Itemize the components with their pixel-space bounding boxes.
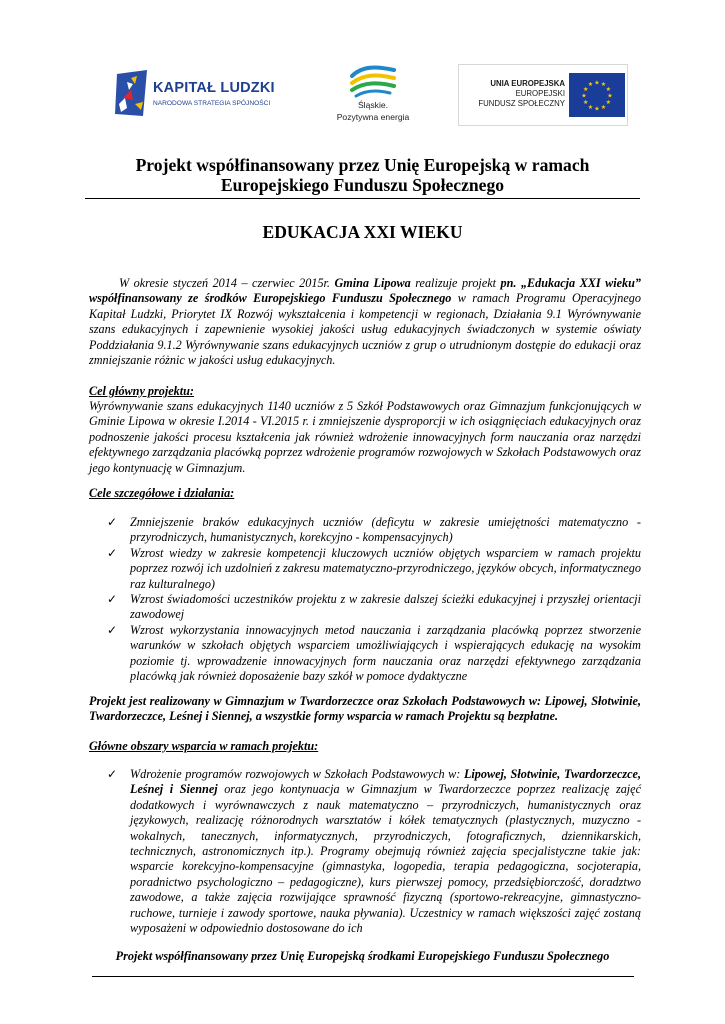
support-text-1: Wdrożenie programów rozwojowych w Szkołach Podstawowych w: [130,767,464,781]
support-text-3: oraz jego kontynuacja w Gimnazjum w Twardorzeczce poprzez realizację zajęć dodatkowych i wyrównawczych z nauk matematyczno – przyrodniczych, humanistycznych oraz językowych, realizację różnorodnych warsztatów i kółek tematycznych (plastycznych, muzyczno - wokalnych, tanecznych, informatycznych, przyrodniczych, fotograficznych, dziennikarskich, technicznych, astronomicznych itp.). Programy obejmują również zajęcia specjalistyczne takie jak: wsparcie korekcyjno-kompensacyjne (gimnastyka, logopedia, terapia pedagogiczna, socjoterapia, poradnictwo psychologiczno – pedagogiczne), kurs pierwszej pomocy, przedsiębiorczość, doradztwo zawodowe, a także zajęcia rozwijające sprawność fizyczną (sportowo-rekreacyjne, gimnastyczno-ruchowe, turnieje i zawody sportowe, nauka pływania). Uczestnicy w ramach większości zajęć zostaną wyposażeni w odpowiednio dostosowane do ich [130,782,641,936]
header-line-1: Projekt współfinansowany przez Unię Europejską w ramach [135,155,590,175]
page-header [85,155,640,195]
kapital-ludzki-emblem-icon [113,68,151,118]
specific-goals-list [107,515,641,684]
main-goal-heading: Cel główny projektu: [89,384,194,398]
kapital-ludzki-logo [113,68,273,120]
kapital-ludzki-subtitle: NARODOWA STRATEGIA SPÓJNOŚCI [153,100,271,107]
intro-paragraph [89,276,641,368]
eu-logo [458,64,628,126]
slaskie-logo [333,64,413,130]
header-line-2: Europejskiego Funduszu Społecznego [220,175,505,195]
eu-line-2: EUROPEJSKI [515,89,565,98]
eu-star-icon: ★ [581,93,587,100]
support-areas-heading: Główne obszary wsparcia w ramach projektu: [89,739,319,753]
intro-text-5: w ramach Programu Operacyjnego Kapitał Ludzki, Priorytet IX Rozwój wykształcenia i kompetencji w regionach, Działania 9.1 Wyrównywanie szans edukacyjnych i zapewnienie wysokiej jakości usług edukacyjnych świadczonych w systemie oświaty Poddziałania 9.1.2 Wyrównywanie szans edukacyjnych uczniów z grup o utrudnionym dostępie do edukacji oraz zmniejszanie różnic w jakości usług edukacyjnych. [89,291,641,368]
kapital-ludzki-title: KAPITAŁ LUDZKI [153,80,275,96]
header-divider [85,198,640,199]
eu-star-icon: ★ [605,87,611,93]
check-icon: ✓ [107,592,118,607]
main-goal-text: Wyrównywanie szans edukacyjnych 1140 uczniów z 5 Szkół Podstawowych oraz Gimnazjum funkcjonujących w Gminie Lipowa w okresie I.2014 - VI.2015 r. i zmniejszenie dysproporcji w ich osiągnięciach edukacyjnych oraz podnoszenie jakości procesu kształcenia jak również wdrożenie innowacyjnych form nauczania oraz narzędzi efektywnego zarządzania placówką poprzez wdrożenie programów rozwojowych w Szkołach Podstawowych oraz jego kontynuację w Gimnazjum. [89,399,641,475]
intro-text-1: W okresie styczeń 2014 – czerwiec 2015r. [119,276,335,290]
list-item [107,546,641,592]
page-title: EDUKACJA XXI WIEKU [262,222,463,242]
list-item [107,592,641,623]
logo-bar [0,60,725,140]
eu-star-icon: ★ [583,87,589,93]
goal-text: Wzrost wykorzystania innowacyjnych metod nauczania i zarządzania placówką poprzez stworzenie warunków w szkołach objętych wsparciem umożliwiających i wspierających edukację na wysokim poziomie tj. wprowadzenie innowacyjnych form nauczania oraz narzędzi efektywnego zarządzania placówką jak również doposażenie bazy szkół w pomoce dydaktyczne [130,622,641,684]
goal-text: Wzrost wiedzy w zakresie kompetencji kluczowych uczniów objętych wsparciem w ramach projektu poprzez rozwój ich uzdolnień z zakresu matematyczno-przyrodniczego, języków obcych, informatycznego raz kulturalnego) [130,545,641,591]
support-areas-list [107,767,641,936]
check-icon: ✓ [107,545,118,560]
eu-star-icon: ★ [605,100,611,106]
support-schools: Lipowej, Słotwinie, Twardorzeczce, Leśnej i Siennej [130,767,642,797]
list-item [107,623,641,685]
eu-star-icon: ★ [583,100,589,106]
goal-text: Zmniejszenie braków edukacyjnych uczniów (deficytu w zakresie umiejętności matematyczno - przyrodniczych, humanistycznych, korekcyjno - kompensacyjnych) [130,515,641,545]
eu-line-3: FUNDUSZ SPOŁECZNY [478,99,565,108]
list-item [107,767,641,936]
intro-gmina: Gmina Lipowa [334,276,411,290]
eu-star-icon: ★ [607,93,613,100]
eu-star-icon: ★ [594,80,600,87]
slaskie-name: Śląskie. [357,100,389,110]
specific-goals-heading: Cele szczegółowe i działania: [89,486,235,500]
slaskie-tagline: Pozytywna energia [336,112,410,122]
list-item [107,515,641,546]
intro-text-3: realizuje projekt [410,276,501,290]
eu-text-block [469,78,565,109]
eu-star-icon: ★ [587,104,594,111]
eu-star-icon: ★ [600,82,607,89]
eu-line-1: UNIA EUROPEJSKA [490,79,565,88]
realization-statement: Projekt jest realizowany w Gimnazjum w Twardorzeczce oraz Szkołach Podstawowych w: Lipowej, Słotwinie, Twardorzeczce, Leśnej i Siennej, a wszystkie formy wsparcia w ramach Projektu są bezpłatne. [89,694,641,724]
page-footer: Projekt współfinansowany przez Unię Europejską środkami Europejskiego Funduszu Społecznego [115,949,610,963]
eu-star-icon: ★ [594,106,600,113]
check-icon: ✓ [107,515,118,529]
goal-text: Wzrost świadomości uczestników projektu z w zakresie dalszej ścieżki edukacyjnej i przyszłej orientacji zawodowej [130,592,641,622]
eu-star-icon: ★ [587,82,594,89]
check-icon: ✓ [107,767,118,781]
check-icon: ✓ [107,622,118,637]
eu-star-icon: ★ [600,104,607,111]
eu-flag-icon [569,73,625,117]
slaskie-waves-icon [348,64,398,98]
footer-divider [92,976,634,977]
intro-project-name: pn. „Edukacja XXI wieku” współfinansowany ze środków Europejskiego Funduszu Społecznego [89,276,641,306]
